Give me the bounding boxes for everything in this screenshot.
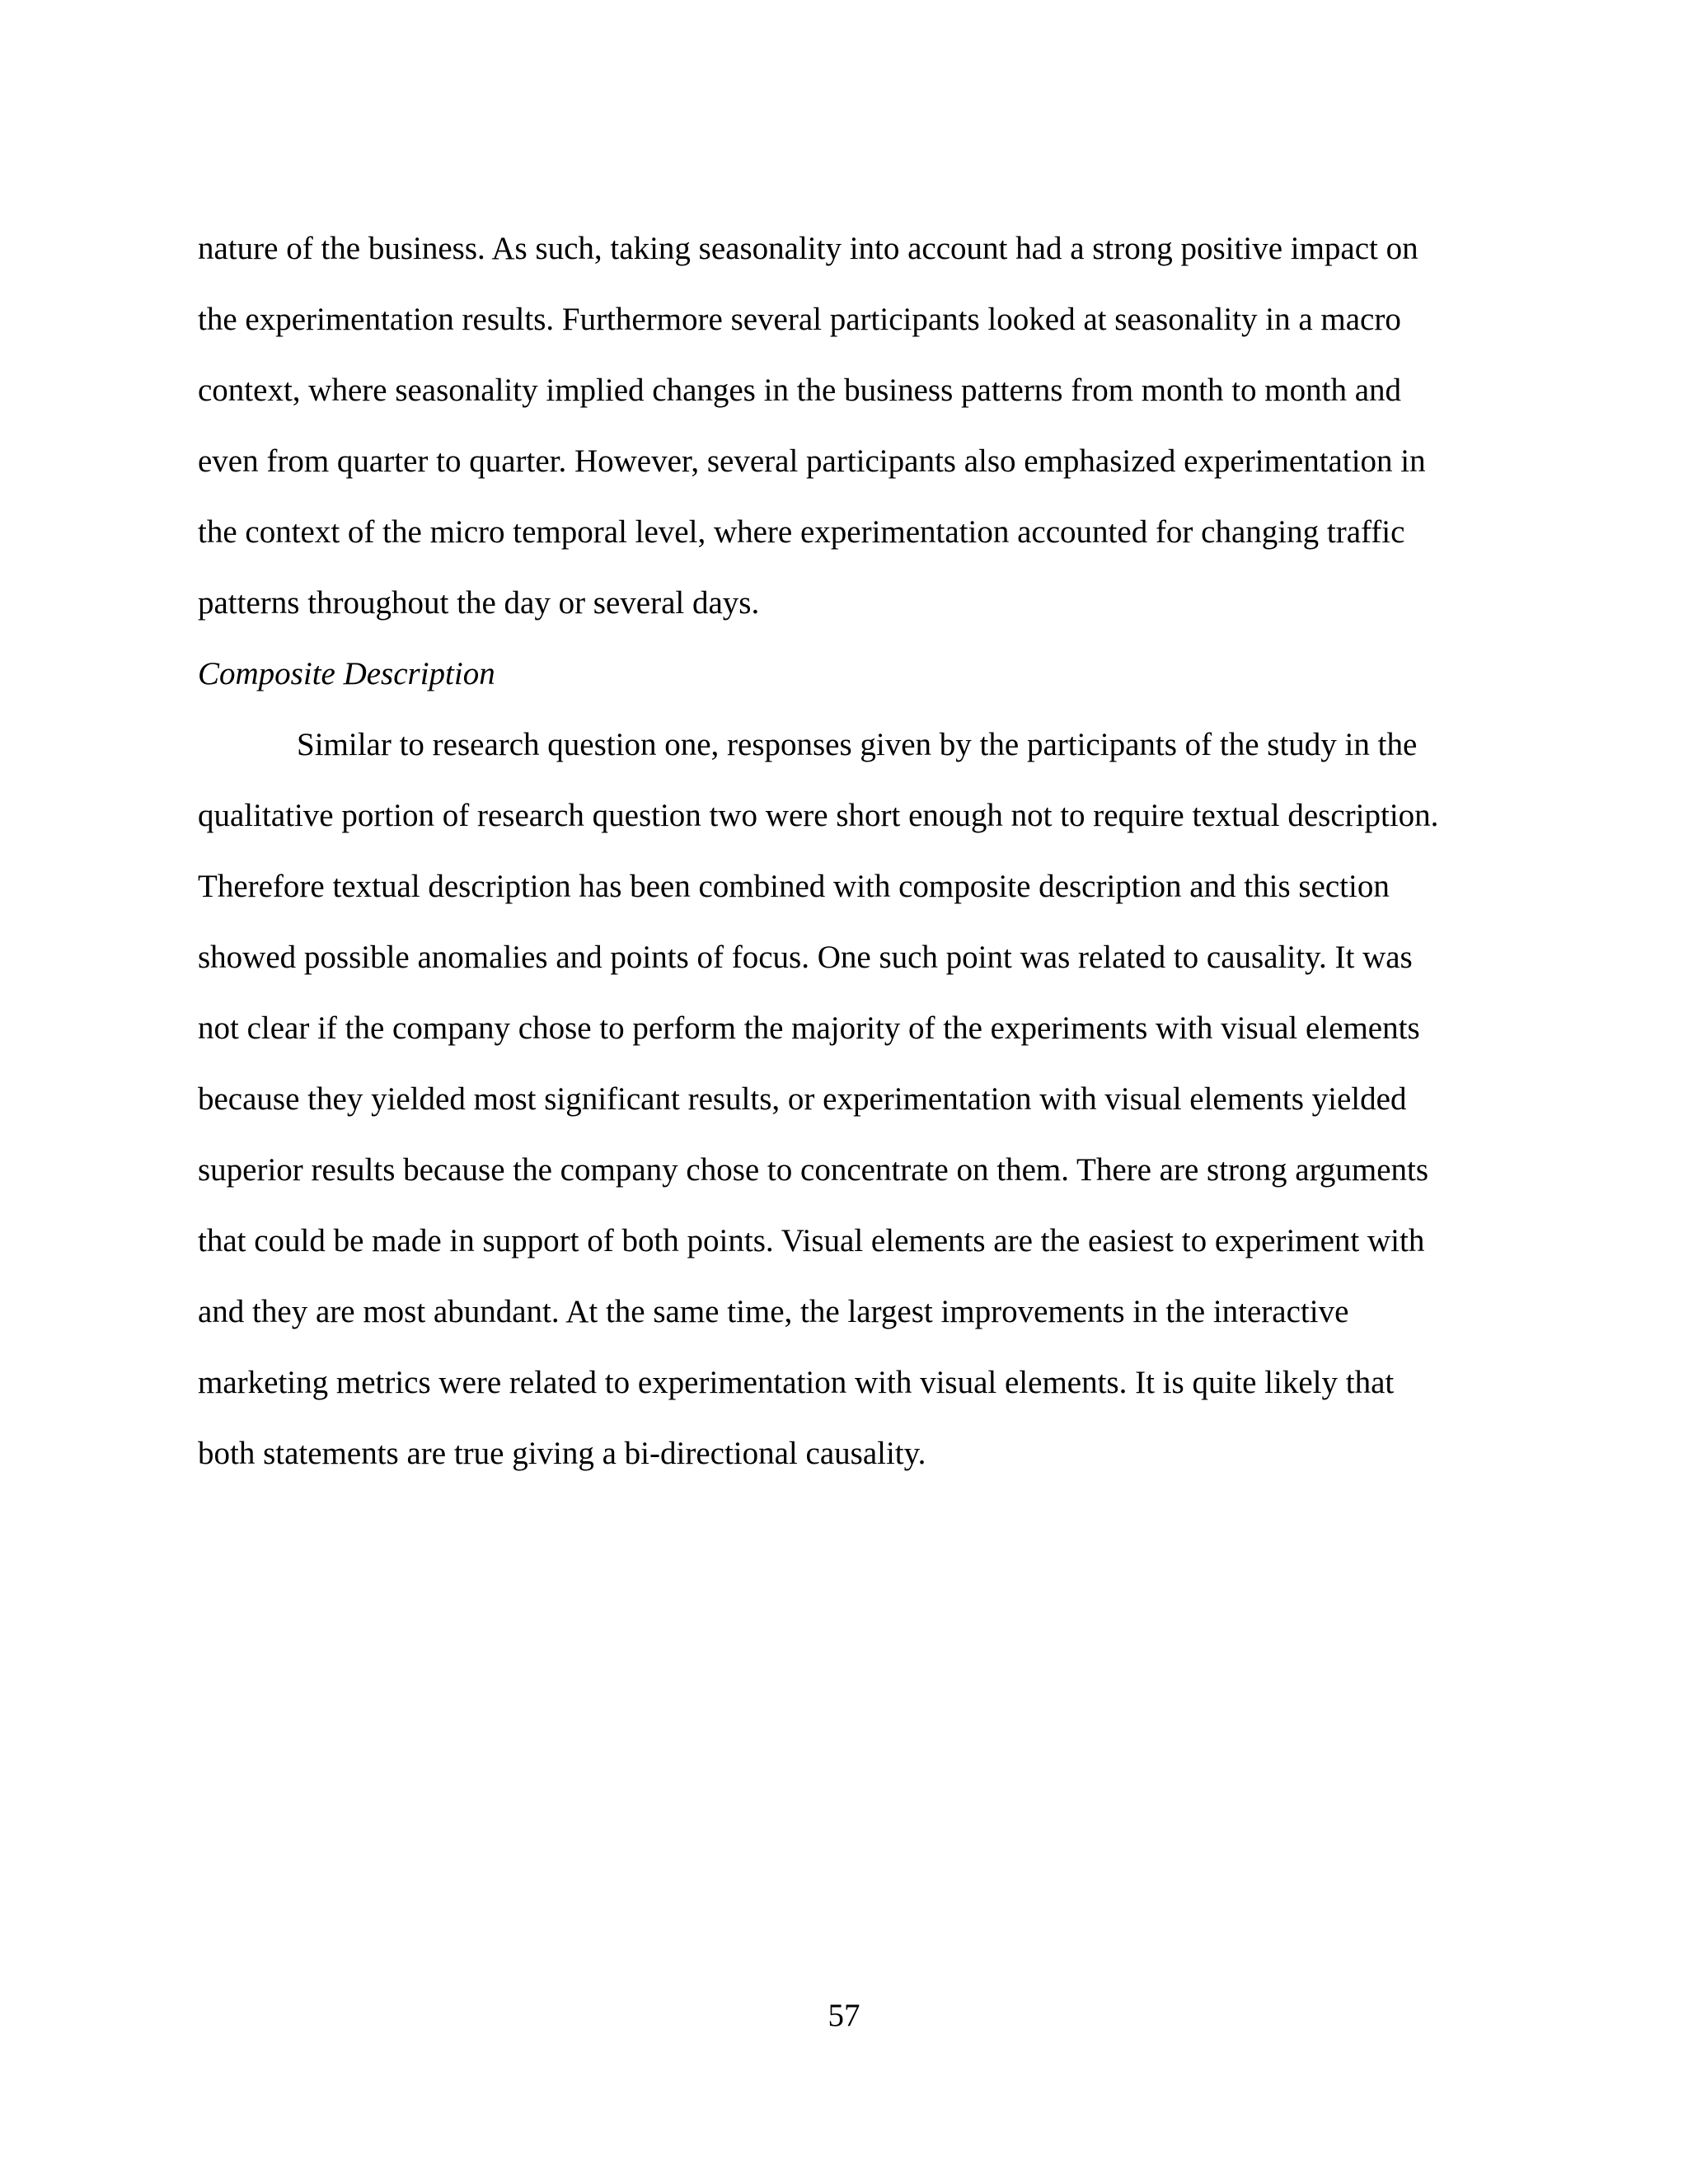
paragraph-2-line-3: Therefore textual description has been combined with composite description and this section [198,869,1390,904]
paragraph-2-line-4: showed possible anomalies and points of focus. One such point was related to causality. It was [198,940,1413,975]
paragraph-2-line-6: because they yielded most significant results, or experimentation with visual elements yielded [198,1081,1407,1117]
paragraph-2-line-9: and they are most abundant. At the same time, the largest improvements in the interactive [198,1294,1349,1329]
paragraph-2-line-10: marketing metrics were related to experimentation with visual elements. It is quite likely that [198,1365,1395,1400]
paragraph-2-line-7: superior results because the company chose to concentrate on them. There are strong arguments [198,1152,1429,1188]
paragraph-1-line-3: context, where seasonality implied changes in the business patterns from month to month and [198,373,1402,408]
paragraph-1-line-6: patterns throughout the day or several days. [198,585,760,621]
paragraph-2-line-5: not clear if the company chose to perform the majority of the experiments with visual elements [198,1010,1420,1046]
paragraph-1-line-2: the experimentation results. Furthermore several participants looked at seasonality in a macro [198,302,1401,337]
page-number: 57 [828,1998,860,2033]
paragraph-2-line-8: that could be made in support of both points. Visual elements are the easiest to experiment with [198,1223,1425,1258]
section-heading: Composite Description [198,656,495,691]
paragraph-2-line-2: qualitative portion of research question two were short enough not to require textual description. [198,798,1439,833]
paragraph-1-line-5: the context of the micro temporal level, where experimentation accounted for changing traffic [198,514,1405,550]
paragraph-1-line-1: nature of the business. As such, taking seasonality into account had a strong positive impact on [198,231,1418,266]
paragraph-2-line-11: both statements are true giving a bi-directional causality. [198,1436,926,1471]
paragraph-1-line-4: even from quarter to quarter. However, several participants also emphasized experimentation in [198,443,1426,479]
paragraph-2-line-1: Similar to research question one, responses given by the participants of the study in the [297,727,1418,762]
